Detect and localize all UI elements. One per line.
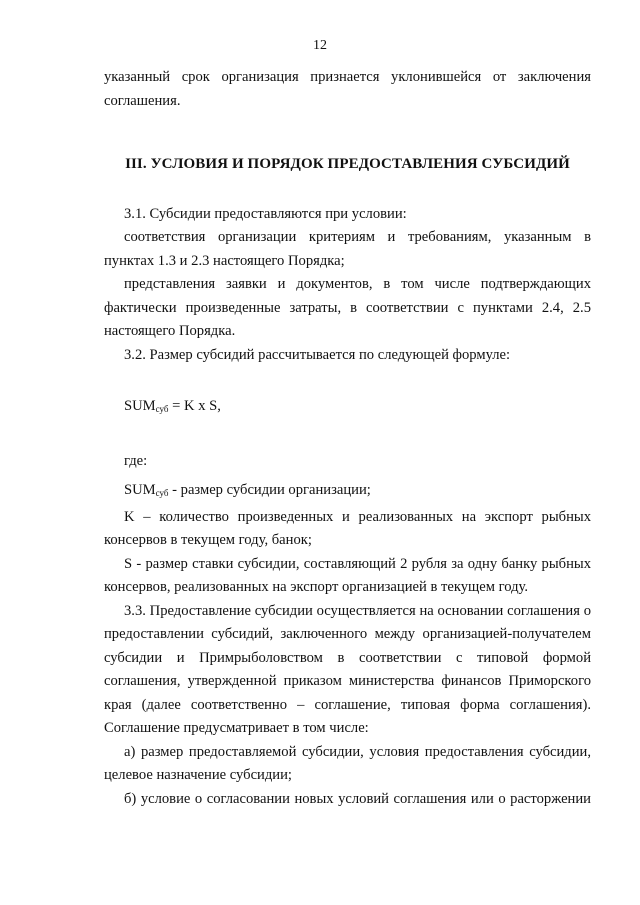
legend-s: S - размер ставки субсидии, составляющий 2 рубля за одну банку рыбных консервов, реализованных на экспорт организацией в текущем году. [104, 555, 591, 595]
formula-subscript: суб [155, 404, 169, 414]
section-title: III. УСЛОВИЯ И ПОРЯДОК ПРЕДОСТАВЛЕНИЯ СУБСИДИЙ [125, 156, 570, 172]
formula [124, 395, 591, 422]
legend-sum [104, 479, 591, 506]
paragraph-3-1-b: представления заявки и документов, в том числе подтверждающих фактически произведенные затраты, в соответствии с пунктами 2.4, 2.5 настоящего Порядка. [104, 276, 591, 339]
page-number: 12 [313, 38, 327, 53]
paragraph-3-3-a: а) размер предоставляемой субсидии, условия предоставления субсидии, целевое назначение субсидии; [104, 743, 591, 783]
document-body [104, 66, 591, 811]
legend-sum-text: - размер субсидии организации; [168, 482, 371, 498]
paragraph-3-2: 3.2. Размер субсидий рассчитывается по следующей формуле: [124, 346, 511, 363]
paragraph-3-3-b: б) условие о согласовании новых условий соглашения или о расторжении [124, 790, 591, 807]
intro-line-2: соглашения. [104, 92, 181, 109]
intro-text-1: указанный срок организация признается уклонившейся от заключения [104, 69, 591, 85]
paragraph-3-1-a: соответствия организации критериям и требованиям, указанным в пунктах 1.3 и 2.3 настоящего Порядка; [104, 229, 591, 269]
intro-line-1 [104, 66, 591, 90]
where-label: где: [124, 452, 148, 469]
paragraph-3-1: 3.1. Субсидии предоставляются при условии: [124, 205, 407, 222]
legend-k: K – количество произведенных и реализованных на экспорт рыбных консервов в текущем году, банок; [104, 508, 591, 548]
formula-sum: SUM [124, 398, 156, 414]
legend-sum-subscript: суб [155, 488, 169, 498]
legend-sum-label: SUM [124, 482, 156, 498]
paragraph-3-3: 3.3. Предоставление субсидии осуществляется на основании соглашения о предоставлении субсидий, заключенного между организацией-получателем субсидии и Примрыболовством в соответствии с типовой формой соглашения, утвержденной приказом министерства финансов Приморского края (далее соответственно – соглашение, типовая форма соглашения). Соглашение предусматривает в том числе: [104, 602, 591, 736]
formula-rest: = K x S, [168, 398, 221, 414]
